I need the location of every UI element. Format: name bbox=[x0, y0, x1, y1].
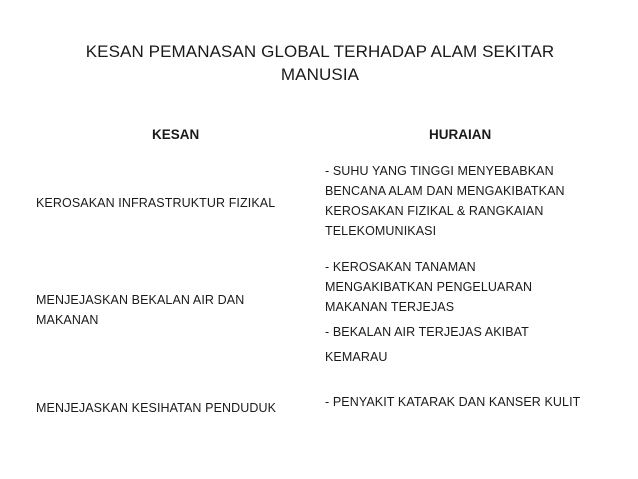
kesan-text: MENJEJASKAN BEKALAN AIR DAN bbox=[36, 293, 245, 307]
huraian-line: TELEKOMUNIKASI bbox=[325, 224, 437, 238]
slide-title bbox=[40, 40, 600, 86]
huraian-cell-2 bbox=[325, 257, 615, 317]
column-header-huraian: HURAIAN bbox=[429, 127, 492, 142]
huraian-line: - BEKALAN AIR TERJEJAS AKIBAT bbox=[325, 325, 529, 339]
huraian-cell-2b bbox=[325, 320, 615, 370]
huraian-line: - KEROSAKAN TANAMAN bbox=[325, 260, 476, 274]
huraian-line: - PENYAKIT KATARAK DAN KANSER KULIT bbox=[325, 395, 581, 409]
kesan-text: MAKANAN bbox=[36, 313, 99, 327]
kesan-cell-2 bbox=[36, 290, 306, 330]
huraian-cell-1 bbox=[325, 161, 615, 241]
huraian-line: - SUHU YANG TINGGI MENYEBABKAN bbox=[325, 164, 554, 178]
huraian-line: KEMARAU bbox=[325, 350, 388, 364]
kesan-text: KEROSAKAN INFRASTRUKTUR FIZIKAL bbox=[36, 196, 276, 210]
kesan-text: MENJEJASKAN KESIHATAN PENDUDUK bbox=[36, 401, 277, 415]
kesan-cell-1 bbox=[36, 193, 306, 213]
huraian-cell-3 bbox=[325, 392, 615, 412]
kesan-cell-3 bbox=[36, 398, 306, 418]
title-line-2: MANUSIA bbox=[280, 65, 360, 84]
huraian-line: BENCANA ALAM DAN MENGAKIBATKAN bbox=[325, 184, 565, 198]
huraian-line: MAKANAN TERJEJAS bbox=[325, 300, 455, 314]
column-header-kesan: KESAN bbox=[152, 127, 200, 142]
huraian-line: MENGAKIBATKAN PENGELUARAN bbox=[325, 280, 533, 294]
title-line-1: KESAN PEMANASAN GLOBAL TERHADAP ALAM SEKITAR bbox=[85, 42, 555, 61]
huraian-line: KEROSAKAN FIZIKAL & RANGKAIAN bbox=[325, 204, 544, 218]
